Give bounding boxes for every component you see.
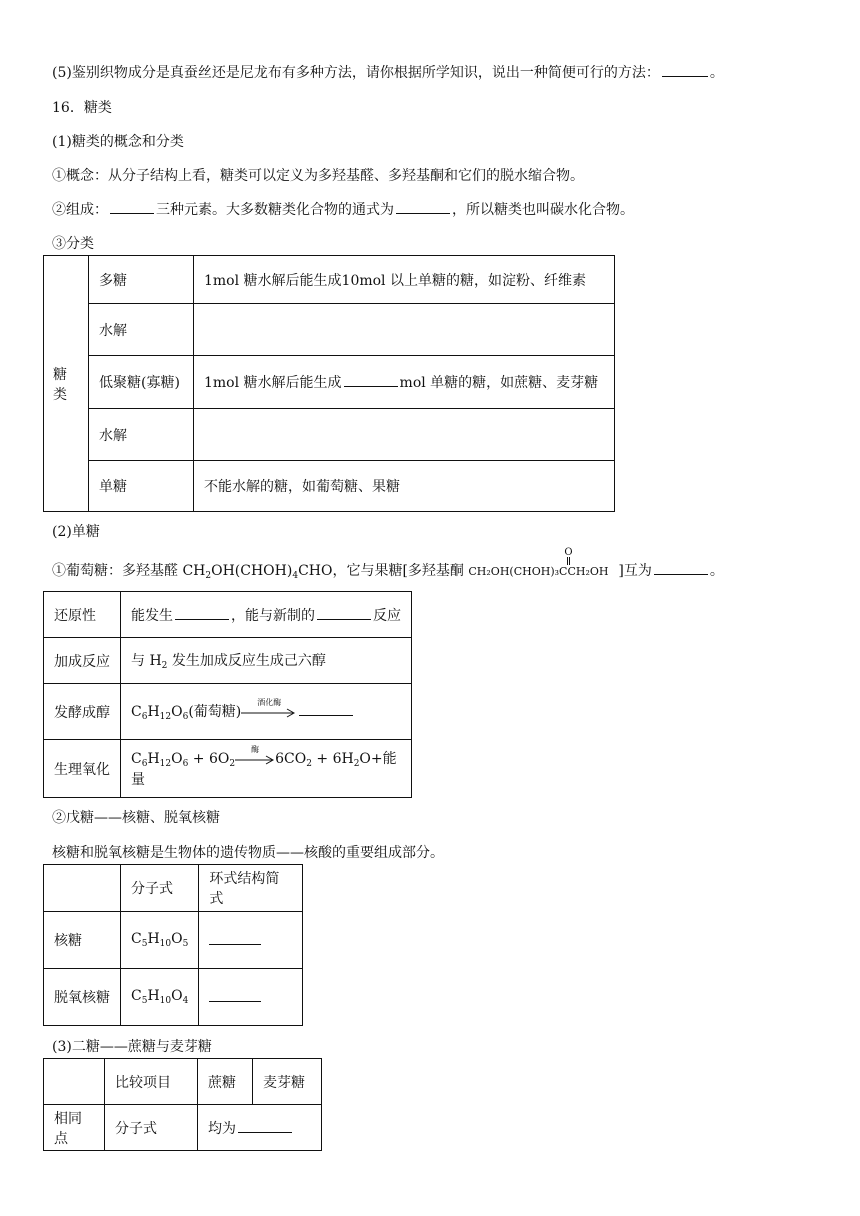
- glucose-line: ①葡萄糖：多羟基醛 $CH_2OH(CHOH)_4CHO$，它与果糖[多羟基酮 O CH₂OH(CHOH)₃CCH₂OH ]互为 。: [52, 547, 724, 581]
- structure-blank[interactable]: [209, 932, 261, 945]
- question-5-text: (5)鉴别织物成分是真蚕丝还是尼龙布有多种方法，请你根据所学知识，说出一种简便可行的方法：: [52, 65, 660, 81]
- fructose-formula: CH₂OH(CHOH)₃CCH₂OH: [468, 565, 609, 578]
- row-desc-empty[interactable]: [194, 304, 615, 356]
- section-16-title: 16．糖类: [52, 100, 112, 116]
- question-5-end: 。: [709, 65, 724, 81]
- structure-cell[interactable]: [199, 912, 303, 969]
- mol-blank[interactable]: [344, 374, 398, 387]
- section-3-heading: (3)二糖——蔗糖与麦芽糖: [52, 1039, 212, 1055]
- row-desc: [194, 356, 615, 409]
- row-desc-empty[interactable]: [194, 409, 615, 461]
- composition-line: [52, 199, 634, 219]
- reaction-arrow: [241, 698, 297, 719]
- desc-part: 反应: [373, 607, 401, 624]
- header-cell: 麦芽糖: [253, 1059, 322, 1105]
- sugar-formula: $C_5H_{10}O_4$: [121, 969, 199, 1026]
- prop-desc: $C_6H_{12}O_6$(葡萄糖) 酒化酶: [121, 684, 412, 740]
- row-desc: 不能水解的糖，如葡萄糖、果糖: [194, 461, 615, 512]
- composition-label: ②组成：: [52, 202, 108, 218]
- sugar-name: 核糖: [44, 912, 121, 969]
- row-name: 水解: [89, 409, 194, 461]
- formula-blank[interactable]: [396, 201, 450, 214]
- carbonyl-oxygen: O: [564, 547, 573, 558]
- product-blank[interactable]: [299, 703, 353, 716]
- elements-blank[interactable]: [110, 201, 154, 214]
- question-5: [52, 62, 724, 82]
- desc-part: mol 单糖的糖，如蔗糖、麦芽糖: [399, 375, 599, 391]
- desc-part: 能发生: [131, 607, 173, 624]
- header-cell: 比较项目: [105, 1059, 198, 1105]
- group-cell: 糖类: [44, 256, 89, 512]
- prop-name: 加成反应: [44, 638, 121, 684]
- header-cell: 蔗糖: [198, 1059, 253, 1105]
- group-cell: 相同点: [44, 1105, 105, 1151]
- structure-cell[interactable]: [199, 969, 303, 1026]
- item-cell: 分子式: [105, 1105, 198, 1151]
- row-name: 单糖: [89, 461, 194, 512]
- value-text: 均为: [208, 1120, 236, 1137]
- prop-desc: $C_6H_{12}O_6 + 6O_2$ 酶 $6CO_2 + 6H_2O+$能量: [121, 740, 412, 798]
- structure-blank[interactable]: [209, 989, 261, 1002]
- formula-blank[interactable]: [238, 1120, 292, 1133]
- reagent-blank[interactable]: [317, 607, 371, 620]
- reaction-blank[interactable]: [175, 607, 229, 620]
- desc-part: ，能与新制的: [231, 607, 315, 624]
- catalyst-label: 酒化酶: [257, 698, 282, 707]
- concept-line: ①概念：从分子结构上看，糖类可以定义为多羟基醛、多羟基酮和它们的脱水缩合物。: [52, 168, 584, 184]
- value-cell: [198, 1105, 322, 1151]
- composition-end: ，所以糖类也叫碳水化合物。: [452, 202, 634, 218]
- desc-part: 1mol 糖水解后能生成: [204, 375, 342, 391]
- row-name: 低聚糖(寡糖): [89, 356, 194, 409]
- section-2-heading: (2)单糖: [52, 524, 100, 540]
- header-cell: [44, 1059, 105, 1105]
- reaction-arrow: [235, 745, 275, 766]
- pentose-note: 核糖和脱氧核糖是生物体的遗传物质——核酸的重要组成部分。: [52, 845, 444, 861]
- glucose-properties-table: [43, 591, 412, 798]
- disaccharide-table: [43, 1058, 322, 1151]
- header-cell: 环式结构简式: [199, 865, 303, 912]
- header-cell: [44, 865, 121, 912]
- glucose-text: CHO，它与果糖[多羟基酮: [298, 563, 464, 579]
- glucose-text: ]互为: [618, 563, 652, 579]
- header-cell: 分子式: [121, 865, 199, 912]
- classification-label: ③分类: [52, 236, 94, 252]
- glucose-end: 。: [709, 563, 724, 579]
- glucose-text: ①葡萄糖：多羟基醛 CH: [52, 563, 206, 579]
- prop-name: 还原性: [44, 592, 121, 638]
- sugar-formula: $C_5H_{10}O_5$: [121, 912, 199, 969]
- prop-name: 生理氧化: [44, 740, 121, 798]
- classification-table: [43, 255, 615, 512]
- row-name: 水解: [89, 304, 194, 356]
- composition-text: 三种元素。大多数糖类化合物的通式为: [156, 202, 394, 218]
- pentose-heading: ②戊糖——核糖、脱氧核糖: [52, 810, 220, 826]
- fructose-structure: [468, 547, 618, 578]
- prop-desc: [121, 592, 412, 638]
- desc-part: 发生加成反应生成己六醇: [171, 653, 326, 669]
- catalyst-label: 酶: [251, 745, 260, 754]
- glucose-text: OH(CHOH): [211, 563, 293, 579]
- sugar-name: 脱氧核糖: [44, 969, 121, 1026]
- answer-blank[interactable]: [662, 64, 708, 77]
- prop-name: 发酵成醇: [44, 684, 121, 740]
- isomer-blank[interactable]: [654, 562, 708, 575]
- pentose-table: [43, 864, 303, 1026]
- desc-part: 与 H: [131, 653, 162, 669]
- section-1-heading: (1)糖类的概念和分类: [52, 134, 184, 150]
- row-desc: 1mol 糖水解后能生成10mol 以上单糖的糖，如淀粉、纤维素: [194, 256, 615, 304]
- prop-desc: 与 $H_2$ 发生加成反应生成己六醇: [121, 638, 412, 684]
- row-name: 多糖: [89, 256, 194, 304]
